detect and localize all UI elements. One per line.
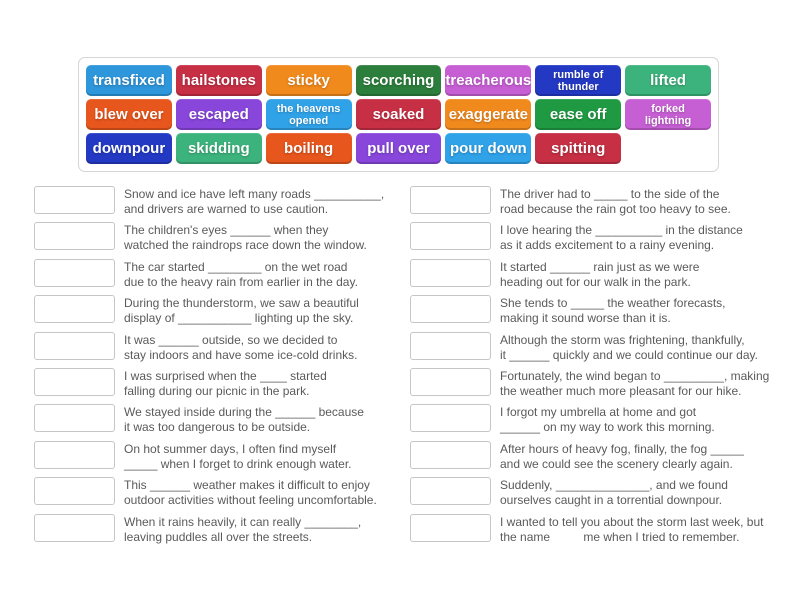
sentence-text: When it rains heavily, it can really ________, leaving puddles all over the streets. <box>124 514 362 544</box>
match-item <box>34 259 384 290</box>
word-tile-label: skidding <box>187 139 250 157</box>
match-item <box>34 477 384 508</box>
answer-slot[interactable] <box>410 477 491 505</box>
sentence-text: On hot summer days, I often find myself _____ when I forget to drink enough water. <box>124 441 352 471</box>
sentence-text: Although the storm was frightening, thankfully, it ______ quickly and we could continue our day. <box>500 332 758 362</box>
word-tile-the-heavens-opened[interactable] <box>266 99 352 130</box>
word-tile-label: hailstones <box>181 71 256 89</box>
sentence-text: She tends to _____ the weather forecasts, making it sound worse than it is. <box>500 296 726 326</box>
word-tile-exaggerate[interactable] <box>445 99 531 130</box>
match-item <box>34 332 384 363</box>
match-item <box>34 222 384 253</box>
word-tile-label: thunder <box>557 80 599 93</box>
match-item <box>410 477 769 508</box>
word-tile-label: spitting <box>551 139 606 157</box>
word-tile-skidding[interactable] <box>176 133 262 164</box>
word-tile-soaked[interactable] <box>356 99 442 130</box>
answer-slot[interactable] <box>34 295 115 323</box>
match-item <box>410 259 769 290</box>
word-tile-label: forked <box>651 102 685 115</box>
match-item <box>34 404 384 435</box>
answer-slot[interactable] <box>410 332 491 360</box>
answer-slot[interactable] <box>410 514 491 542</box>
word-tile-label: ease off <box>549 105 607 123</box>
word-tile-hailstones[interactable] <box>176 65 262 96</box>
match-item <box>410 332 769 363</box>
sentence-text: The driver had to _____ to the side of the road because the rain got too heavy to see. <box>500 187 731 216</box>
word-tile-forked-lightning[interactable] <box>625 99 711 130</box>
sentence-text: The car started ________ on the wet road due to the heavy rain from earlier in the day. <box>124 259 358 289</box>
sentence-text: Fortunately, the wind began to _________, making the weather much more pleasant for our hike. <box>500 368 770 398</box>
sentence-column-right <box>410 186 769 550</box>
match-item <box>410 368 769 399</box>
word-tile-label: opened <box>289 114 329 127</box>
answer-slot[interactable] <box>410 295 491 323</box>
answer-slot[interactable] <box>410 259 491 287</box>
word-tile-label: blew over <box>94 105 164 123</box>
match-item <box>34 368 384 399</box>
sentence-text: It was ______ outside, so we decided to stay indoors and have some ice-cold drinks. <box>124 332 358 362</box>
word-tile-escaped[interactable] <box>176 99 262 130</box>
word-bank-row-3 <box>86 133 711 164</box>
word-tile-treacherous[interactable] <box>445 65 531 96</box>
sentence-text: I was surprised when the ____ started falling during our picnic in the park. <box>124 368 327 398</box>
word-bank-row-2 <box>86 99 711 130</box>
sentence-text: Snow and ice have left many roads __________, and drivers are warned to use caution. <box>124 187 385 216</box>
word-tile-sticky[interactable] <box>266 65 352 96</box>
word-tile-label: boiling <box>284 139 334 157</box>
sentence-text: The children's eyes ______ when they watched the raindrops race down the window. <box>124 223 367 253</box>
match-item <box>34 514 384 545</box>
answer-slot[interactable] <box>34 259 115 287</box>
answer-slot[interactable] <box>34 441 115 469</box>
word-tile-pour-down[interactable] <box>445 133 531 164</box>
word-tile-label: pour down <box>450 139 527 157</box>
match-item <box>410 514 769 545</box>
word-bank-row-1 <box>86 65 711 96</box>
word-tile-label: lightning <box>644 114 692 127</box>
match-item <box>34 441 384 472</box>
word-tile-transfixed[interactable] <box>86 65 172 96</box>
answer-slot[interactable] <box>410 368 491 396</box>
word-tile-label: transfixed <box>93 71 165 89</box>
sentence-text: I love hearing the __________ in the distance as it adds excitement to a rainy evening. <box>500 223 743 253</box>
word-tile-label: escaped <box>188 105 249 123</box>
word-tile-label: downpour <box>92 139 166 157</box>
word-tile-blew-over[interactable] <box>86 99 172 130</box>
word-tile-downpour[interactable] <box>86 133 172 164</box>
match-item <box>34 186 384 217</box>
answer-slot[interactable] <box>410 186 491 214</box>
answer-slot[interactable] <box>34 368 115 396</box>
word-tile-label: soaked <box>372 105 425 123</box>
answer-slot[interactable] <box>34 332 115 360</box>
answer-slot[interactable] <box>34 477 115 505</box>
sentence-text: I wanted to tell you about the storm last week, but the name me when I tried to remember. <box>500 514 764 544</box>
answer-slot[interactable] <box>34 186 115 214</box>
word-tile-label: exaggerate <box>448 105 528 123</box>
word-tile-pull-over[interactable] <box>356 133 442 164</box>
word-bank <box>78 57 719 172</box>
word-tile-label: the heavens <box>276 102 341 115</box>
sentence-text: During the thunderstorm, we saw a beautiful display of ___________ lighting up the sky. <box>124 296 359 326</box>
match-item <box>410 222 769 253</box>
answer-slot[interactable] <box>410 222 491 250</box>
word-tile-label: treacherous <box>445 71 532 89</box>
sentence-text: It started ______ rain just as we were heading out for our walk in the park. <box>500 259 700 289</box>
word-tile-label: scorching <box>362 71 435 89</box>
sentence-text: I forgot my umbrella at home and got ______ on my way to work this morning. <box>500 405 715 435</box>
sentence-text: This ______ weather makes it difficult to enjoy outdoor activities without feeling uncomfortable. <box>124 478 377 508</box>
word-tile-label: pull over <box>367 139 430 157</box>
answer-slot[interactable] <box>34 404 115 432</box>
word-tile-spitting[interactable] <box>535 133 621 164</box>
sentence-text: We stayed inside during the ______ because it was too dangerous to be outside. <box>124 405 364 435</box>
word-tile-boiling[interactable] <box>266 133 352 164</box>
answer-slot[interactable] <box>410 441 491 469</box>
word-tile-label: lifted <box>650 71 686 89</box>
match-item <box>34 295 384 326</box>
sentence-text: After hours of heavy fog, finally, the fog _____ and we could see the scenery clearly again. <box>500 441 744 471</box>
word-tile-lifted[interactable] <box>625 65 711 96</box>
sentence-text: Suddenly, ______________, and we found ourselves caught in a torrential downpour. <box>500 478 728 508</box>
word-tile-scorching[interactable] <box>356 65 442 96</box>
word-tile-label: sticky <box>287 71 330 89</box>
word-tile-ease-off[interactable] <box>535 99 621 130</box>
match-item <box>410 441 769 472</box>
match-item <box>410 295 769 326</box>
sentence-column-left <box>34 186 384 550</box>
word-tile-rumble-of-thunder[interactable] <box>535 65 621 96</box>
word-tile-label: rumble of <box>553 68 604 81</box>
answer-slot[interactable] <box>34 222 115 250</box>
match-item <box>410 186 769 217</box>
answer-slot[interactable] <box>34 514 115 542</box>
match-item <box>410 404 769 435</box>
answer-slot[interactable] <box>410 404 491 432</box>
